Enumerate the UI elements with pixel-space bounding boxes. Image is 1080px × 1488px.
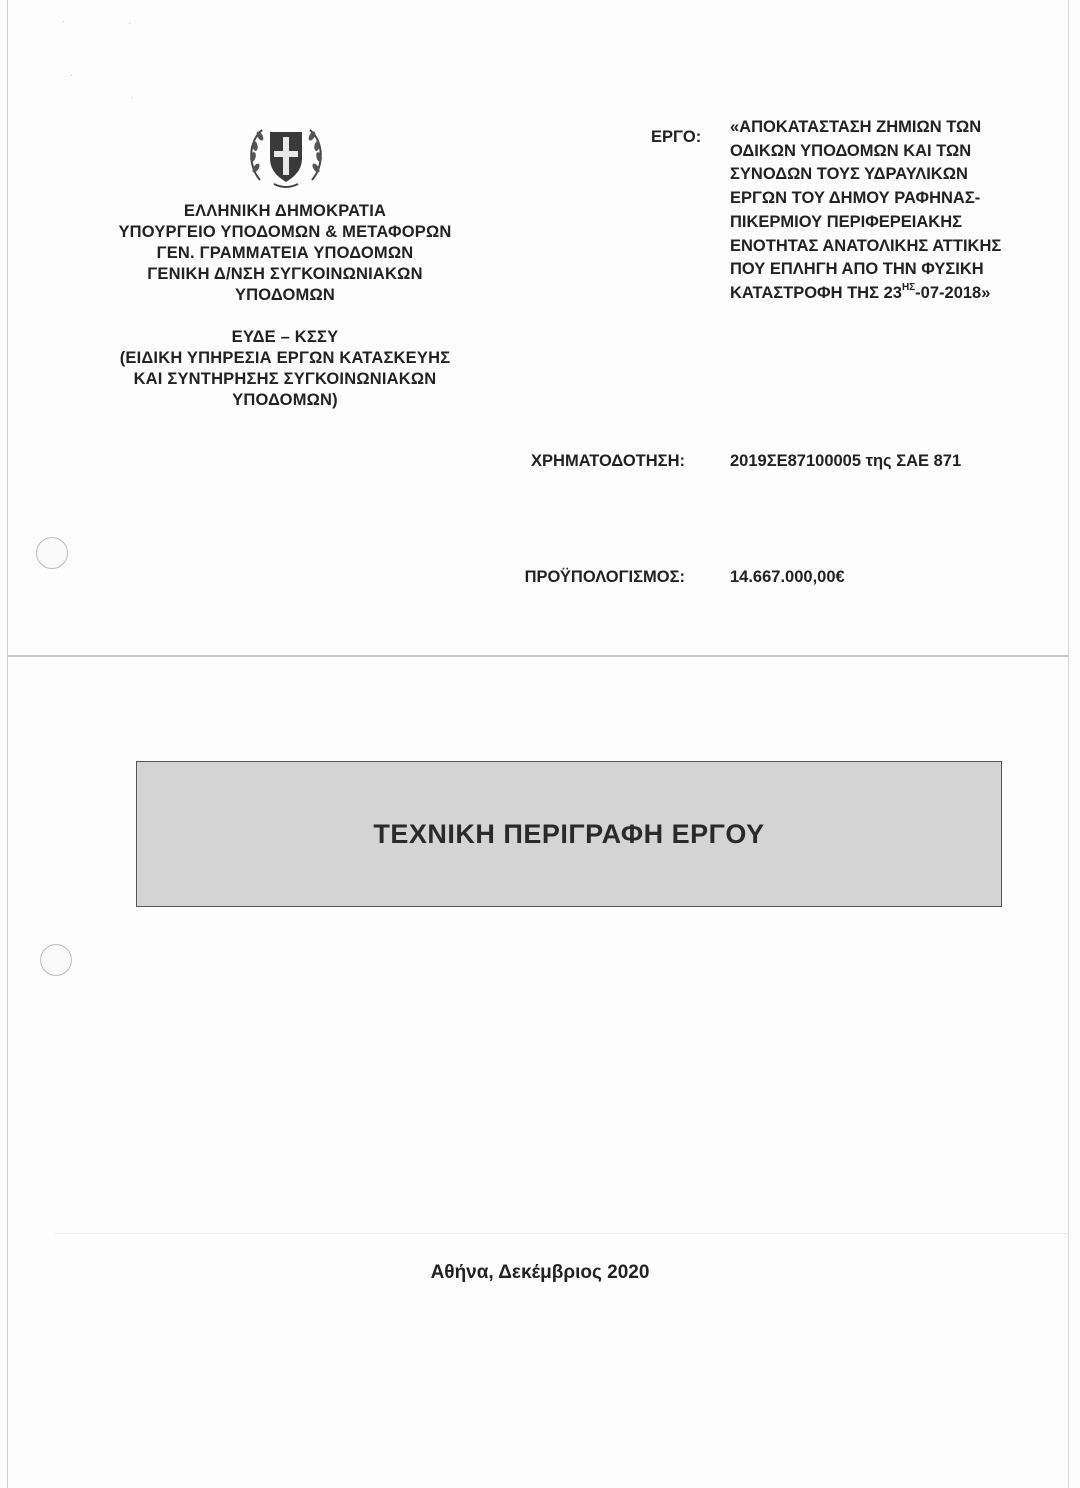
project-title-date-prefix: ΚΑΤΑΣΤΡΟΦΗ ΤΗΣ 23 <box>730 283 902 302</box>
issuer-block <box>98 201 472 411</box>
project-label: ΕΡΓΟ: <box>651 128 702 146</box>
place-and-date: Αθήνα, Δεκέμβριος 2020 <box>430 1262 650 1283</box>
project-title-line: ΠΙΚΕΡΜΙΟΥ ΠΕΡΙΦΕΡΕΙΑΚΗΣ <box>730 212 963 231</box>
scan-speck: · <box>130 92 134 103</box>
issuer-line: ΓΕΝΙΚΗ Δ/ΝΣΗ ΣΥΓΚΟΙΝΩΝΙΑΚΩΝ <box>147 265 423 283</box>
project-title <box>730 116 1050 306</box>
funding-value: 2019ΣΕ87100005 της ΣΑΕ 871 <box>730 452 962 470</box>
project-title-line: ΕΡΓΩΝ ΤΟΥ ΔΗΜΟΥ ΡΑΦΗΝΑΣ- <box>730 189 981 208</box>
document-title: ΤΕΧΝΙΚΗ ΠΕΡΙΓΡΑΦΗ ΕΡΓΟΥ <box>373 818 765 849</box>
scan-speck: · <box>70 70 74 81</box>
project-title-date-rest: -07-2018» <box>915 283 991 302</box>
scan-line <box>55 1233 1068 1234</box>
funding-label: ΧΡΗΜΑΤΟΔΟΤΗΣΗ: <box>531 452 685 470</box>
project-title-line: ΟΔΙΚΩΝ ΥΠΟΔΟΜΩΝ ΚΑΙ ΤΩΝ <box>730 141 972 160</box>
punch-hole-bottom <box>40 944 72 976</box>
service-line: (ΕΙΔΙΚΗ ΥΠΗΡΕΣΙΑ ΕΡΓΩΝ ΚΑΤΑΣΚΕΥΗΣ <box>119 349 451 367</box>
project-title-line-last <box>730 282 1050 306</box>
issuer-line: ΓΕΝ. ΓΡΑΜΜΑΤΕΙΑ ΥΠΟΔΟΜΩΝ <box>156 244 414 262</box>
issuer-line: ΥΠΟΔΟΜΩΝ <box>234 286 336 304</box>
scan-speck: · <box>128 18 132 29</box>
project-title-line: ΕΝΟΤΗΤΑΣ ΑΝΑΤΟΛΙΚΗΣ ΑΤΤΙΚΗΣ <box>730 236 1002 255</box>
service-line: ΕΥΔΕ – ΚΣΣΥ <box>231 328 339 346</box>
project-title-date-suffix: ΗΣ <box>901 282 916 294</box>
budget-label: ΠΡΟΫΠΟΛΟΓΙΣΜΟΣ: <box>524 568 685 586</box>
budget-value: 14.667.000,00€ <box>730 568 845 586</box>
punch-hole-top <box>36 537 68 569</box>
project-title-line: ΣΥΝΟΔΩΝ ΤΟΥΣ ΥΔΡΑΥΛΙΚΩΝ <box>730 165 968 184</box>
issuer-line: ΕΛΛΗΝΙΚΗ ΔΗΜΟΚΡΑΤΙΑ <box>183 202 387 220</box>
project-title-line: «ΑΠΟΚΑΤΑΣΤΑΣΗ ΖΗΜΙΩΝ ΤΩΝ <box>730 118 982 136</box>
page-separator <box>8 655 1068 657</box>
project-title-line: ΠΟΥ ΕΠΛΗΓΗ ΑΠΟ ΤΗΝ ΦΥΣΙΚΗ <box>730 260 984 279</box>
document-title-box <box>136 761 1002 907</box>
scan-speck: · <box>62 16 66 27</box>
issuer-line: ΥΠΟΥΡΓΕΙΟ ΥΠΟΔΟΜΩΝ & ΜΕΤΑΦΟΡΩΝ <box>118 223 452 241</box>
service-line: ΚΑΙ ΣΥΝΤΗΡΗΣΗΣ ΣΥΓΚΟΙΝΩΝΙΑΚΩΝ <box>133 370 437 388</box>
service-line: ΥΠΟΔΟΜΩΝ) <box>232 391 338 409</box>
greek-coat-of-arms-icon <box>246 120 326 192</box>
